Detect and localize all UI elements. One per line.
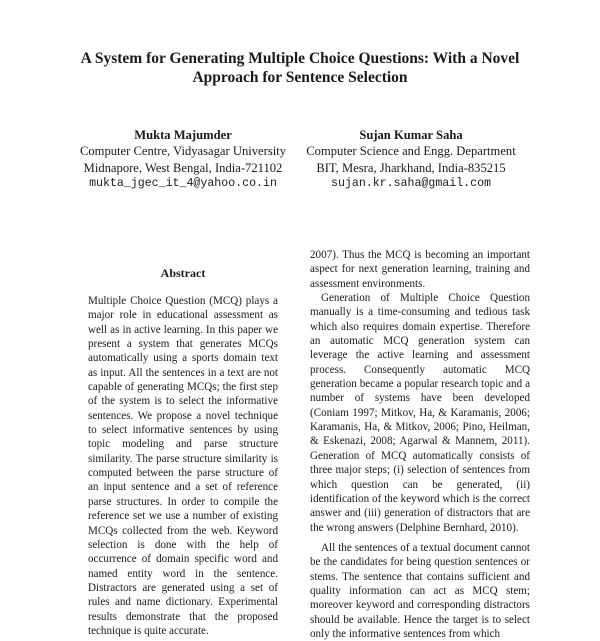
author-affiliation: Computer Centre, Vidyasagar University <box>79 144 287 159</box>
author-email: sujan.kr.saha@gmail.com <box>330 176 492 190</box>
abstract-column <box>88 266 278 638</box>
body-column <box>310 248 530 641</box>
body-paragraph-2: Generation of Multiple Choice Question manually is a time-consuming and tedious task which also requires domain expertise. Therefore an automatic MCQ generation system can leverage the active learning and assessment process. Consequently automatic MCQ generation became a popular research topic and a number of systems have been developed (Coniam 1997; Mitkov, Ha, & Karamanis, 2006; Karamanis, Ha, & Mitkov, 2006; Pino, Heilman, & Eskenazi, 2008; Agarwal & Mannem, 2011). Generation of MCQ automatically consists of three major steps; (i) selection of sentences from which question can be generated, (ii) identification of the keyword which is the correct answer and (iii) generation of distractors that are the wrong answers (Delphine Bernhard, 2010). <box>310 292 530 534</box>
author-block-1 <box>78 127 288 192</box>
body-paragraph-3: All the sentences of a textual document cannot be the candidates for being question sentences or stems. The sentence that contains sufficient and quality information can act as MCQ stem; moreover keyword and corresponding distractors should be available. Hence the target is to select only the informative sentences from which <box>310 541 530 640</box>
body-paragraph-1: 2007). Thus the MCQ is becoming an important aspect for next generation learning, training and assessment environments. <box>310 249 530 290</box>
author-email: mukta_jgec_it_4@yahoo.co.in <box>89 176 277 190</box>
author-address: BIT, Mesra, Jharkhand, India-835215 <box>316 160 506 175</box>
paper-title <box>40 49 560 87</box>
author-name: Mukta Majumder <box>134 128 232 142</box>
author-address: Midnapore, West Bengal, India-721102 <box>83 160 283 175</box>
author-name: Sujan Kumar Saha <box>359 128 463 142</box>
abstract-heading: Abstract <box>160 266 206 280</box>
title-line-2: Approach for Sentence Selection <box>192 69 408 86</box>
author-affiliation: Computer Science and Engg. Department <box>306 144 516 159</box>
title-line-1: A System for Generating Multiple Choice Questions: With a Novel <box>80 50 520 67</box>
abstract-text: Multiple Choice Question (MCQ) plays a major role in educational assessment as well as in active learning. In this paper we present a system that generates MCQs automatically using a sports domain text as input. All the sentences in a text are not capable of generating MCQs; the first step of the system is to select the informative sentences. We propose a novel technique to select informative sentences by using topic modeling and parse structure similarity. The parse structure similarity is computed between the parse structure of an input sentence and a set of reference parse structures. In order to compile the reference set we use a number of existing MCQs collected from the web. Keyword selection is done with the help of occurrence of domain specific word and named entity word in the sentence. Distractors are generated using a set of rules and name dictionary. Experimental results demonstrate that the proposed technique is quite accurate. <box>88 295 278 637</box>
author-block-2 <box>306 127 516 192</box>
